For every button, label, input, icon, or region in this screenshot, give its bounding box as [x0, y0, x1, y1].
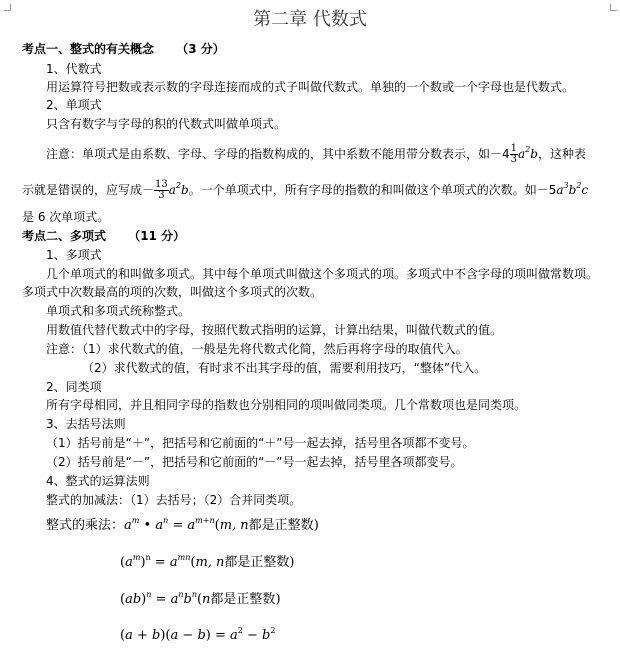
section1-heading-text: 考点一、整式的有关概念	[22, 42, 155, 56]
mixed-number-fraction: $\frac{1}{3}$	[510, 143, 518, 165]
item-monomial-title: 2、单项式	[46, 98, 102, 112]
condition-2: 都是正整数	[224, 555, 290, 570]
item-operations-add: 整式的加减法：（1）去括号；（2）合并同类项。	[46, 493, 302, 507]
section1-score: （3 分）	[176, 42, 225, 56]
math-a2b: $a^2b$	[518, 145, 538, 161]
item-polynomial-text1: 几个单项式的和叫做多项式。其中每个单项式叫做这个多项式的项。多项式中不含字母的项叫做常数项。	[46, 267, 599, 281]
formula-power-product: 整式的乘法：$a^m$ • $a^n = a^{m+n}(m$, n都是正整数)	[46, 516, 319, 533]
chapter-title: 第二章 代数式	[253, 9, 367, 30]
item-like-terms-text: 所有字母相同，并且相同字母的指数也分别相同的项叫做同类项。几个常数项也是同类项。	[46, 398, 527, 412]
formula-power-of-product: $(ab)^n = a^nb^n(n$都是正整数)	[120, 590, 281, 607]
monomial-note-line3: 是 6 次单项式。	[22, 210, 110, 224]
monomial-note-line2	[22, 180, 588, 201]
section2-heading-text: 考点二、多项式	[22, 229, 107, 243]
value-note2: （2）求代数式的值，有时求不出其字母的值，需要利用技巧，“整体”代入。	[82, 361, 487, 375]
improper-fraction: $\frac{13}{3}$	[155, 179, 168, 201]
condition-3: 都是正整数	[210, 592, 276, 607]
item-brackets-title: 3、去括号法则	[46, 417, 126, 431]
monomial-note2-part1: 示就是错误的，应写成－	[22, 183, 155, 197]
item-operations-title: 4、整式的运算法则	[46, 474, 150, 488]
math-a3b2c: $a^3b^2c$	[556, 181, 589, 197]
item-algebraic-expression-title: 1、代数式	[46, 62, 102, 76]
item-polynomial-text2: 多项式中次数最高的项的次数，叫做这个多项式的次数。	[22, 285, 323, 299]
formula-difference-of-squares: $(a + b)(a - b) = a^2 - b^2$	[120, 626, 276, 643]
item-monomial-text: 只含有数字与字母的积的代数式叫做单项式。	[46, 117, 287, 131]
value-note1: 注意：（1）求代数式的值，一般是先将代数式化简，然后再将字母的取值代入。	[46, 342, 468, 356]
item-polynomial-text4: 用数值代替代数式中的字母，按照代数式指明的运算，计算出结果，叫做代数式的值。	[46, 323, 503, 337]
section2-score: （11 分）	[128, 229, 186, 243]
monomial-note2-part2: 。一个单项式中，所有字母的指数的和叫做这个单项式的次数。如－5	[188, 183, 557, 197]
math-a2b-2: $a^2b$	[168, 181, 189, 197]
formula-power-of-power: $(a^m)^n = a^{mn}(m$, n都是正整数)	[120, 553, 295, 570]
item-polynomial-title: 1、多项式	[46, 248, 102, 262]
section2-heading	[22, 228, 185, 244]
item-brackets-rule2: （2）括号前是“－”，把括号和它前面的“－”号一起去掉，括号里各项都变号。	[46, 455, 463, 469]
monomial-note-part1: 注意：单项式是由系数、字母、字母的指数构成的，其中系数不能用带分数表示，如－4	[46, 147, 510, 161]
multiplication-label: 整式的乘法：	[46, 518, 125, 533]
monomial-note-part2: ，这种表	[537, 147, 586, 161]
condition-1: 都是正整数	[248, 518, 314, 533]
section1-heading	[22, 41, 225, 57]
item-like-terms-title: 2、同类项	[46, 380, 102, 394]
monomial-note-line1	[46, 144, 586, 165]
item-polynomial-text3: 单项式和多项式统称整式。	[46, 304, 191, 318]
item-algebraic-expression-text: 用运算符号把数或表示数的字母连接而成的式子叫做代数式。单独的一个数或一个字母也是代数式。	[46, 80, 575, 94]
item-brackets-rule1: （1）括号前是“＋”，把括号和它前面的“＋”号一起去掉，括号里各项都不变号。	[46, 436, 475, 450]
